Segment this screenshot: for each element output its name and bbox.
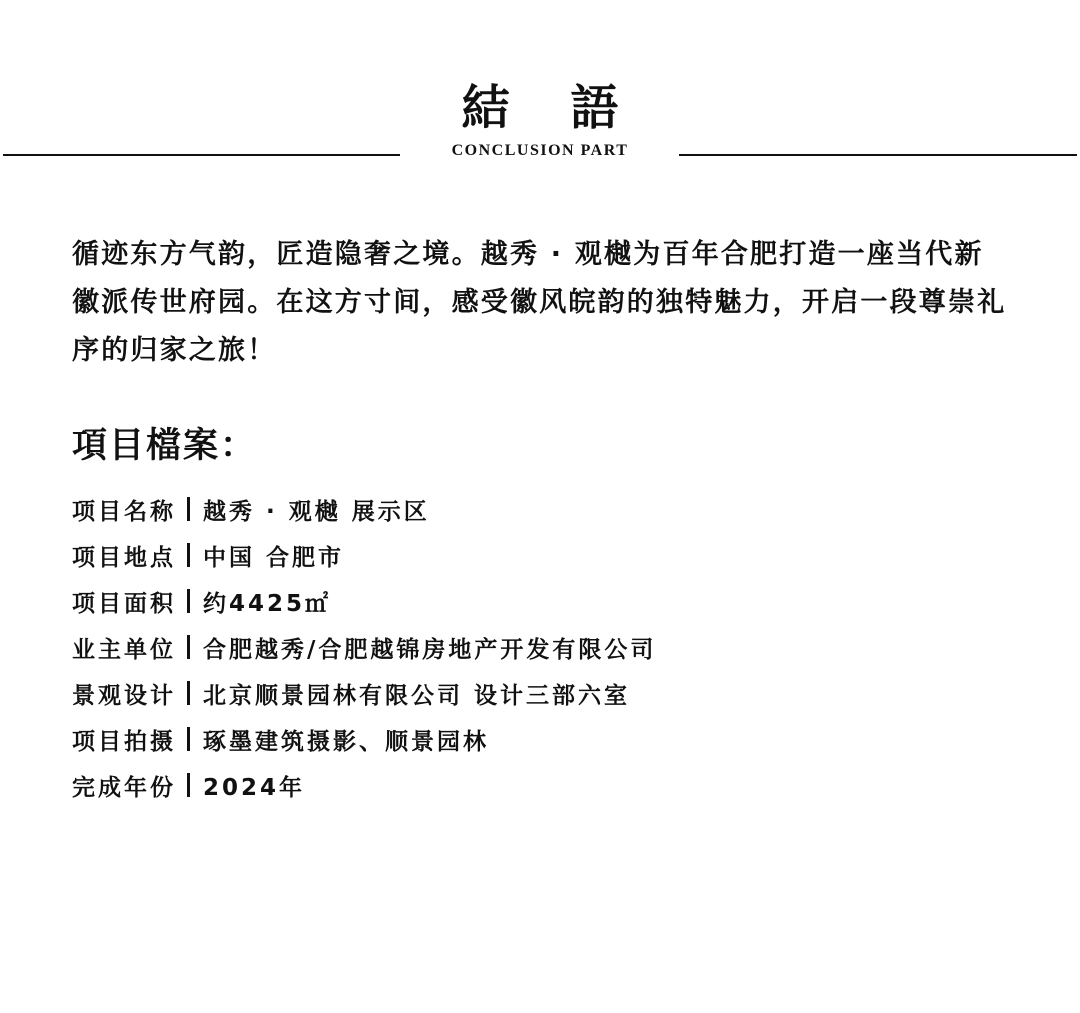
profile-row-photography — [72, 716, 656, 762]
profile-label: 业主单位 — [72, 636, 176, 663]
profile-value: 北京顺景园林有限公司 设计三部六室 — [203, 682, 631, 709]
separator-bar — [187, 635, 190, 659]
separator-bar — [187, 543, 190, 567]
separator-bar — [187, 773, 190, 797]
profile-row-name — [72, 486, 656, 532]
profile-label: 项目面积 — [72, 590, 176, 617]
section-subtitle: CONCLUSION PART — [451, 142, 629, 159]
profile-label: 项目名称 — [72, 498, 176, 525]
profile-row-landscape-design — [72, 670, 656, 716]
separator-bar — [187, 681, 190, 705]
title-divider-right — [679, 154, 1077, 156]
profile-row-owner — [72, 624, 656, 670]
profile-row-completion-year — [72, 762, 656, 808]
profile-label: 完成年份 — [72, 774, 176, 801]
profile-heading: 項目檔案： — [72, 426, 258, 466]
profile-label: 景观设计 — [72, 682, 176, 709]
separator-bar — [187, 497, 190, 521]
profile-value: 合肥越秀/合肥越锦房地产开发有限公司 — [203, 636, 657, 663]
section-title: 結 語 — [461, 80, 641, 136]
profile-row-area — [72, 578, 656, 624]
profile-value: 约4425㎡ — [203, 590, 332, 617]
profile-value: 2024年 — [203, 774, 306, 801]
profile-value: 琢墨建筑摄影、顺景园林 — [203, 728, 489, 755]
profile-label: 项目地点 — [72, 544, 176, 571]
profile-value: 中国 合肥市 — [203, 544, 345, 571]
intro-paragraph: 循迹东方气韵，匠造隐奢之境。越秀 · 观樾为百年合肥打造一座当代新徽派传世府园。在这方寸间，感受徽风皖韵的独特魅力，开启一段尊崇礼序的归家之旅！ — [72, 239, 1007, 366]
profile-label: 项目拍摄 — [72, 728, 176, 755]
profile-row-location — [72, 532, 656, 578]
profile-list — [72, 486, 656, 808]
separator-bar — [187, 589, 190, 613]
separator-bar — [187, 727, 190, 751]
profile-value: 越秀 · 观樾 展示区 — [203, 498, 430, 525]
